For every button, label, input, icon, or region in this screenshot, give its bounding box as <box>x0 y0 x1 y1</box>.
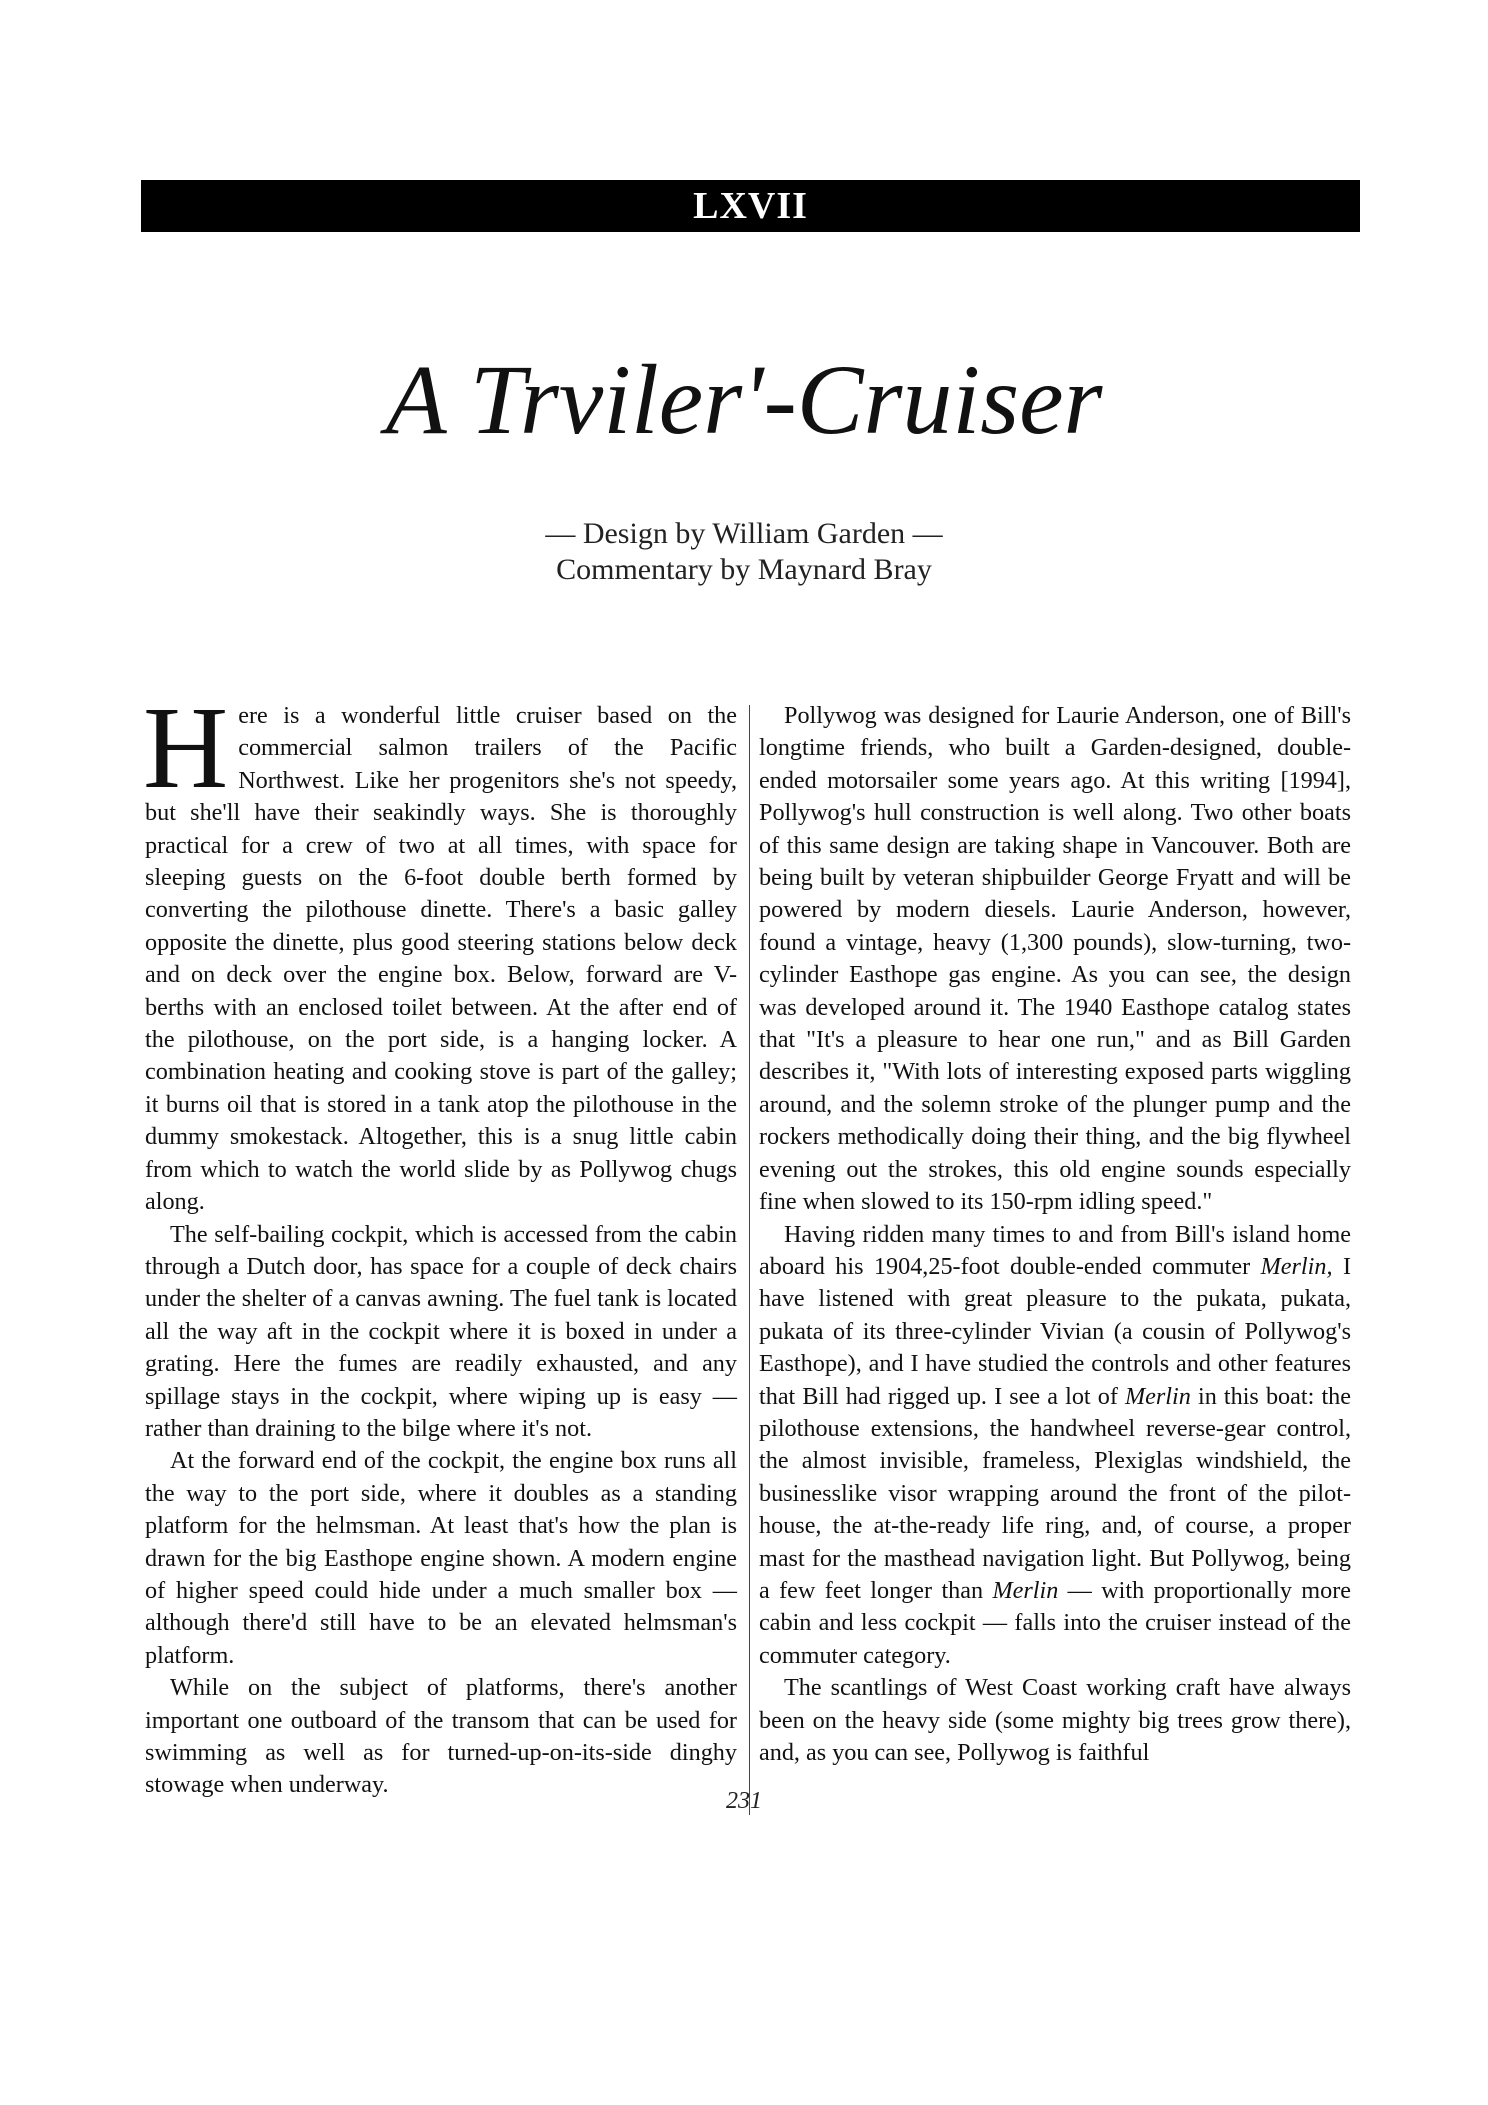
paragraph-text: — with proportionally more cabin and less cockpit — falls into the cruiser instead of the commuter category. <box>759 1576 1351 1669</box>
credits <box>0 516 1488 588</box>
boat-name-italic: Merlin <box>992 1576 1059 1604</box>
boat-name-italic: Merlin, <box>1260 1252 1333 1280</box>
paragraph-text: ere is a wonderful little cruiser based on the commercial salmon trailers of the Pacific Northwest. Like her progenitors she's not speedy, but she'll have their seakindly ways. She is thoroughly practical for a crew of two at all times, with space for sleeping guests on the 6-foot double berth formed by converting the pilothouse dinette. There's a basic galley opposite the dinette, plus good steering stations below deck and on deck over the engine box. Below, forward are V-berths with an enclosed toilet between. At the after end of the pilothouse, on the port side, is a hanging locker. A combination heating and cooking stove is part of the galley; it burns oil that is stored in a tank atop the pilothouse in the dummy smokestack. Altogether, this is a snug little cabin from which to watch the world slide by as Pollywog chugs along. <box>145 702 737 1216</box>
design-credit: — Design by William Garden — <box>545 517 943 550</box>
paragraph: The self-bailing cockpit, which is accessed from the cabin through a Dutch door, has space for a couple of deck chairs under the shelter of a canvas awning. The fuel tank is located all the way aft in the cockpit where it is boxed in under a grating. Here the fumes are readily exhausted, and any spillage stays in the cockpit, where wiping up is easy — rather than draining to the bilge where it's not. <box>145 1220 737 1442</box>
paragraph-text: Having ridden many times to and from Bill's island home aboard his 1904,25-foot double-ended commuter <box>759 1220 1351 1280</box>
left-column <box>143 682 737 1802</box>
right-column <box>759 700 1351 1769</box>
paragraph <box>143 682 737 1219</box>
paragraph: Pollywog was designed for Laurie Anderson, one of Bill's longtime friends, who built a Garden-designed, double-ended motorsailer some years ago. At this writing [1994], Pollywog's hull construction is well along. Two other boats of this same design are taking shape in Vancouver. Both are being built by veteran shipbuilder George Fryatt and will be powered by modern diesels. Laurie Anderson, however, found a vintage, heavy (1,300 pounds), slow-turning, two-cylinder Easthope gas engine. As you can see, the design was developed around it. The 1940 Easthope catalog states that "It's a pleasure to hear one run," and as Bill Garden describes it, "With lots of interesting exposed parts wiggling around, and the solemn stroke of the plunger pump and the rockers methodically doing their thing, and the big flywheel evening out the strokes, this old engine sounds especially fine when slowed to its 150-rpm idling speed." <box>759 702 1351 1216</box>
drop-cap: H <box>143 682 229 813</box>
chapter-number: LXVII <box>693 185 808 227</box>
paragraph <box>759 1219 1351 1673</box>
paragraph-text: in this boat: the pilothouse extensions, the handwheel reverse-gear control, the almost invisible, frameless, Plexiglas windshield, the businesslike visor wrapping around the front of the pilothouse, the at-the-ready life ring, and, of course, a proper mast for the masthead navigation light. But Pollywog, being a few feet longer than <box>759 1382 1351 1604</box>
boat-name-italic: Merlin <box>1125 1382 1191 1410</box>
chapter-title: A Trviler'-Cruiser <box>385 344 1103 455</box>
paragraph-text: I have listened with great pleasure to the pukata, pukata, pukata of its three-cylinder Vivian (a cousin of Pollywog's Easthope), and I have studied the controls and other features that Bill had rigged up. I see a lot of <box>759 1252 1352 1410</box>
commentary-credit: Commentary by Maynard Bray <box>556 553 932 586</box>
column-divider <box>749 705 750 1815</box>
paragraph: At the forward end of the cockpit, the engine box runs all the way to the port side, where it doubles as a standing platform for the helmsman. At least that's how the plan is drawn for the big Easthope engine shown. A modern engine of higher speed could hide under a much smaller box — although there'd still have to be an elevated helmsman's platform. <box>145 1447 737 1669</box>
chapter-number-bar <box>141 180 1360 232</box>
paragraph: While on the subject of platforms, there's another important one outboard of the transom that can be used for swimming as well as for turned-up-on-its-side dinghy stowage when underway. <box>145 1674 737 1799</box>
paragraph: The scantlings of West Coast working craft have always been on the heavy side (some mighty big trees grow there), and, as you can see, Pollywog is faithful <box>759 1674 1351 1766</box>
page-number: 231 <box>726 1788 762 1814</box>
